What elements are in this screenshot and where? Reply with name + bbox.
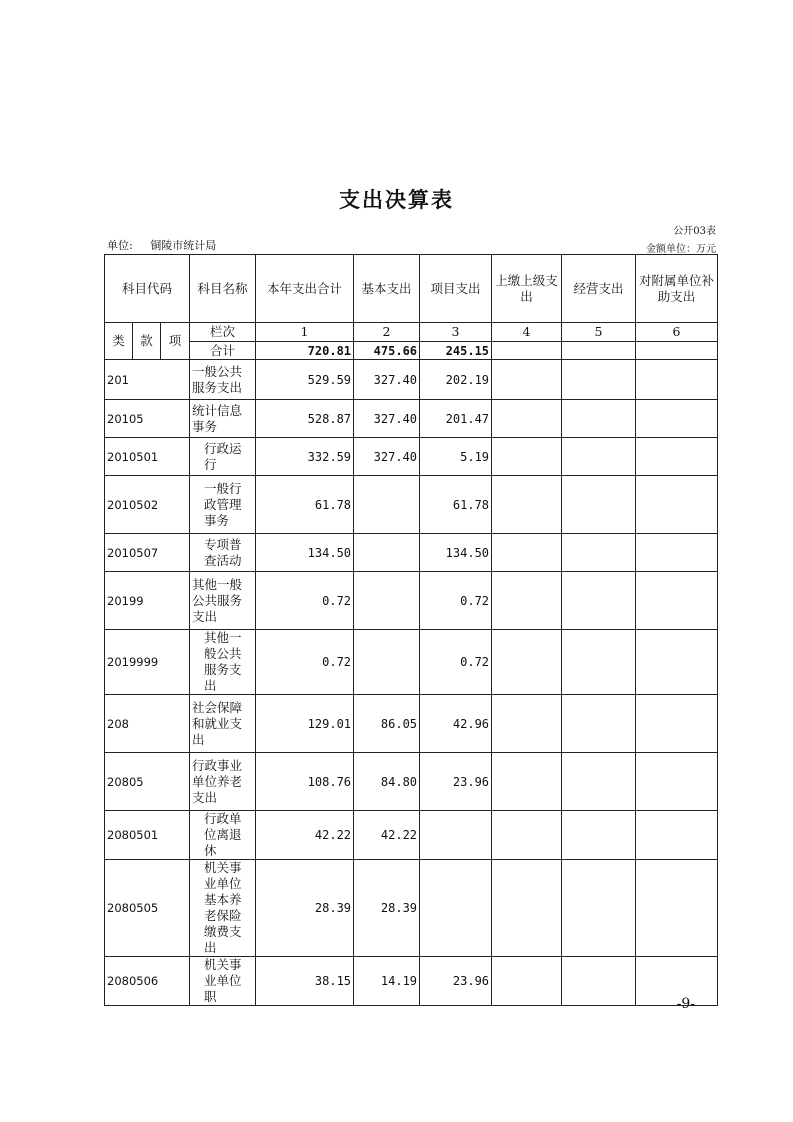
row-operating xyxy=(562,753,636,811)
row-project: 23.96 xyxy=(420,753,492,811)
row-basic: 14.19 xyxy=(354,957,420,1006)
row-project: 0.72 xyxy=(420,572,492,630)
row-operating xyxy=(562,438,636,476)
row-project xyxy=(420,811,492,860)
row-project: 202.19 xyxy=(420,360,492,400)
row-project: 201.47 xyxy=(420,400,492,438)
row-subsidiary xyxy=(636,753,718,811)
row-basic: 84.80 xyxy=(354,753,420,811)
table-row xyxy=(105,860,718,957)
header-row xyxy=(105,255,718,323)
row-upper xyxy=(492,476,562,534)
row-operating xyxy=(562,811,636,860)
row-basic: 327.40 xyxy=(354,438,420,476)
row-subsidiary xyxy=(636,476,718,534)
row-total: 0.72 xyxy=(256,630,354,695)
row-upper xyxy=(492,753,562,811)
table-row xyxy=(105,630,718,695)
row-basic xyxy=(354,476,420,534)
table-row xyxy=(105,695,718,753)
row-subsidiary xyxy=(636,360,718,400)
row-total: 529.59 xyxy=(256,360,354,400)
header-basic: 基本支出 xyxy=(354,255,420,323)
row-name: 一般行政管理事务 xyxy=(190,476,256,534)
col-number: 6 xyxy=(636,323,718,342)
row-upper xyxy=(492,400,562,438)
row-upper xyxy=(492,630,562,695)
table-row xyxy=(105,534,718,572)
sum-basic: 475.66 xyxy=(354,342,420,360)
row-code: 2080501 xyxy=(105,811,190,860)
row-upper xyxy=(492,695,562,753)
row-basic: 327.40 xyxy=(354,400,420,438)
row-name: 其他一般公共服务支出 xyxy=(190,572,256,630)
row-operating xyxy=(562,534,636,572)
page-number: -9- xyxy=(676,996,695,1012)
row-code: 2010502 xyxy=(105,476,190,534)
row-name: 机关事业单位基本养老保险缴费支出 xyxy=(190,860,256,957)
row-subsidiary xyxy=(636,572,718,630)
row-upper xyxy=(492,811,562,860)
col-number: 2 xyxy=(354,323,420,342)
row-total: 38.15 xyxy=(256,957,354,1006)
table-row xyxy=(105,438,718,476)
row-subsidiary xyxy=(636,695,718,753)
row-basic xyxy=(354,572,420,630)
row-operating xyxy=(562,630,636,695)
sum-total: 720.81 xyxy=(256,342,354,360)
row-code: 2080505 xyxy=(105,860,190,957)
row-code: 201 xyxy=(105,360,190,400)
sub-header-xiang: 项 xyxy=(161,323,190,360)
row-project: 61.78 xyxy=(420,476,492,534)
col-number: 4 xyxy=(492,323,562,342)
row-operating xyxy=(562,860,636,957)
row-basic xyxy=(354,534,420,572)
row-operating xyxy=(562,695,636,753)
row-total: 28.39 xyxy=(256,860,354,957)
row-code: 20805 xyxy=(105,753,190,811)
row-project: 23.96 xyxy=(420,957,492,1006)
table-row xyxy=(105,957,718,1006)
sum-upper xyxy=(492,342,562,360)
row-subsidiary xyxy=(636,400,718,438)
amount-unit: 金额单位：万元 xyxy=(646,244,716,255)
row-name: 机关事业单位职 xyxy=(190,957,256,1006)
table-body xyxy=(105,255,718,1006)
table-row xyxy=(105,476,718,534)
row-total: 332.59 xyxy=(256,438,354,476)
row-basic: 327.40 xyxy=(354,360,420,400)
col-number: 5 xyxy=(562,323,636,342)
row-total: 61.78 xyxy=(256,476,354,534)
row-code: 2080506 xyxy=(105,957,190,1006)
unit-name: 铜陵市统计局 xyxy=(150,239,217,252)
row-name: 社会保障和就业支出 xyxy=(190,695,256,753)
row-upper xyxy=(492,572,562,630)
row-project xyxy=(420,860,492,957)
row-operating xyxy=(562,400,636,438)
page-title: 支出决算表 xyxy=(339,187,454,212)
row-total: 42.22 xyxy=(256,811,354,860)
row-code: 2019999 xyxy=(105,630,190,695)
row-operating xyxy=(562,572,636,630)
row-basic xyxy=(354,630,420,695)
row-project: 42.96 xyxy=(420,695,492,753)
row-operating xyxy=(562,957,636,1006)
row-basic: 42.22 xyxy=(354,811,420,860)
header-subsidiary: 对附属单位补助支出 xyxy=(636,255,718,323)
table-row xyxy=(105,811,718,860)
sum-operating xyxy=(562,342,636,360)
col-number: 1 xyxy=(256,323,354,342)
row-subsidiary xyxy=(636,438,718,476)
row-project: 0.72 xyxy=(420,630,492,695)
sum-subsidiary xyxy=(636,342,718,360)
row-upper xyxy=(492,360,562,400)
row-subsidiary xyxy=(636,630,718,695)
sum-row xyxy=(105,342,718,360)
row-total: 134.50 xyxy=(256,534,354,572)
sub-header-lanci: 栏次 xyxy=(190,323,256,342)
table-row xyxy=(105,400,718,438)
table-row xyxy=(105,753,718,811)
row-total: 0.72 xyxy=(256,572,354,630)
row-basic: 86.05 xyxy=(354,695,420,753)
header-upper: 上缴上级支出 xyxy=(492,255,562,323)
row-name: 统计信息事务 xyxy=(190,400,256,438)
row-subsidiary xyxy=(636,534,718,572)
row-subsidiary xyxy=(636,860,718,957)
header-operating: 经营支出 xyxy=(562,255,636,323)
row-upper xyxy=(492,438,562,476)
row-name: 专项普查活动 xyxy=(190,534,256,572)
row-upper xyxy=(492,957,562,1006)
row-upper xyxy=(492,534,562,572)
row-name: 行政运行 xyxy=(190,438,256,476)
row-upper xyxy=(492,860,562,957)
row-name: 一般公共服务支出 xyxy=(190,360,256,400)
row-basic: 28.39 xyxy=(354,860,420,957)
sum-label: 合计 xyxy=(190,342,256,360)
row-name: 其他一般公共服务支出 xyxy=(190,630,256,695)
row-code: 2010501 xyxy=(105,438,190,476)
form-number: 公开03表 xyxy=(673,226,716,237)
row-subsidiary xyxy=(636,811,718,860)
row-operating xyxy=(562,360,636,400)
sub-header-lei: 类 xyxy=(105,323,133,360)
row-project: 5.19 xyxy=(420,438,492,476)
header-name: 科目名称 xyxy=(190,255,256,323)
header-project: 项目支出 xyxy=(420,255,492,323)
row-total: 108.76 xyxy=(256,753,354,811)
col-number: 3 xyxy=(420,323,492,342)
row-total: 129.01 xyxy=(256,695,354,753)
row-code: 208 xyxy=(105,695,190,753)
row-operating xyxy=(562,476,636,534)
row-name: 行政事业单位养老支出 xyxy=(190,753,256,811)
table-row xyxy=(105,572,718,630)
row-code: 20199 xyxy=(105,572,190,630)
row-total: 528.87 xyxy=(256,400,354,438)
unit-line xyxy=(107,237,216,253)
row-code: 2010507 xyxy=(105,534,190,572)
column-number-row xyxy=(105,323,718,342)
expenditure-table xyxy=(104,254,718,1006)
row-code: 20105 xyxy=(105,400,190,438)
row-project: 134.50 xyxy=(420,534,492,572)
header-total: 本年支出合计 xyxy=(256,255,354,323)
sub-header-kuan: 款 xyxy=(133,323,161,360)
sum-project: 245.15 xyxy=(420,342,492,360)
table-row xyxy=(105,360,718,400)
row-name: 行政单位离退休 xyxy=(190,811,256,860)
unit-label: 单位: xyxy=(107,239,133,252)
header-code: 科目代码 xyxy=(105,255,190,323)
